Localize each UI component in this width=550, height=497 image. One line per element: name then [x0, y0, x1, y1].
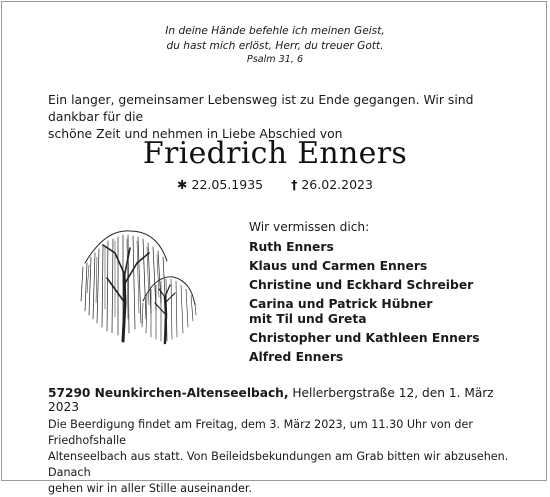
mourners-lead: Wir vermissen dich:	[249, 220, 370, 234]
verse-line-1: In deine Hände befehle ich meinen Geist,	[165, 25, 385, 37]
notice-line-3: gehen wir in aller Stille auseinander.	[48, 482, 253, 495]
birth-date: 22.05.1935	[191, 177, 264, 192]
deceased-name: Friedrich Enners	[142, 136, 408, 171]
intro-text	[48, 91, 518, 142]
death-cross-icon: †	[291, 177, 298, 192]
death-date: 26.02.2023	[301, 177, 373, 192]
intro-line-1: Ein langer, gemeinsamer Lebensweg ist zu Ende gegangen. Wir sind dankbar für die	[48, 92, 474, 124]
mourner-family: Klaus und Carmen Enners	[249, 259, 428, 273]
willow-trees-icon	[75, 223, 200, 348]
postal-city: 57290 Neunkirchen-Altenseelbach,	[48, 386, 289, 400]
notice-line-1: Die Beerdigung findet am Freitag, dem 3. März 2023, um 11.30 Uhr von der Friedhofshalle	[48, 418, 473, 447]
funeral-notice	[48, 417, 538, 497]
mourner-family: Carina und Patrick Hübner	[249, 297, 433, 311]
birth-star-icon: ✱	[177, 177, 188, 192]
address-date: Hellerbergstraße 12, den 1. März 2023	[48, 386, 494, 414]
intro-line-2: schöne Zeit und nehmen in Liebe Abschied von	[48, 126, 343, 141]
mourners-list	[249, 220, 539, 369]
place-and-date	[48, 386, 528, 414]
mourner-family: Ruth Enners	[249, 240, 334, 254]
verse-line-2: du hast mich erlöst, Herr, du treuer Gott.	[166, 39, 384, 52]
mourner-family: mit Til und Greta	[249, 311, 367, 326]
life-dates	[0, 177, 550, 192]
verse-reference: Psalm 31, 6	[246, 54, 304, 66]
notice-line-2: Altenseelbach aus statt. Von Beileidsbekundungen am Grab bitten wir abzusehen. Danach	[48, 450, 509, 479]
mourner-family: Christopher und Kathleen Enners	[249, 330, 480, 345]
bible-verse	[0, 24, 550, 68]
mourner-family: Christine und Eckhard Schreiber	[249, 278, 474, 292]
mourner-family: Alfred Enners	[249, 349, 344, 364]
